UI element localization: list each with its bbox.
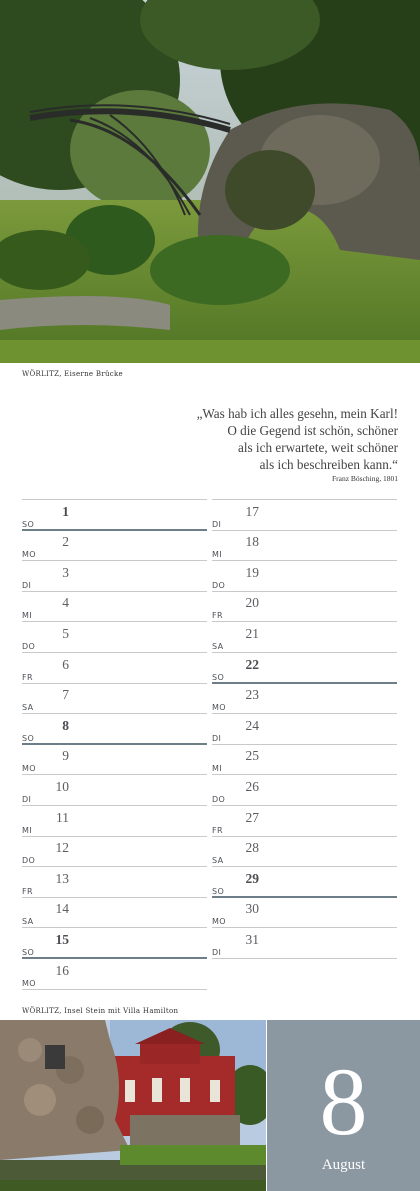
day-abbreviation: FR	[212, 611, 223, 621]
day-number: 22	[245, 656, 259, 672]
day-number: 5	[62, 625, 69, 641]
quote	[98, 405, 398, 473]
day-number: 1	[62, 503, 69, 519]
day-abbreviation: DO	[22, 641, 36, 651]
day-row	[22, 622, 207, 653]
quote-line: als ich beschreiben kann.“	[259, 457, 398, 472]
day-abbreviation: MI	[22, 611, 33, 621]
photo-villa-hamilton	[0, 1020, 266, 1191]
day-row	[212, 745, 397, 776]
day-row	[212, 898, 397, 929]
day-abbreviation: SO	[22, 519, 35, 529]
day-row	[22, 714, 207, 745]
day-abbreviation: MO	[22, 550, 36, 560]
day-rule	[22, 989, 207, 990]
villa-hamilton-illustration	[0, 1020, 266, 1191]
day-number: 20	[245, 595, 259, 611]
day-row	[22, 561, 207, 592]
day-abbreviation: DI	[212, 519, 222, 529]
day-number: 9	[62, 748, 69, 764]
day-number: 2	[62, 534, 69, 550]
day-row	[22, 806, 207, 837]
month-box	[267, 1020, 420, 1191]
day-number: 14	[55, 901, 69, 917]
day-number: 12	[55, 840, 69, 856]
day-number: 31	[245, 931, 259, 947]
day-number: 27	[245, 809, 259, 825]
day-abbreviation: SA	[212, 856, 224, 866]
day-number: 23	[245, 687, 259, 703]
day-abbreviation: SA	[22, 917, 34, 927]
day-abbreviation: DI	[22, 794, 32, 804]
day-row	[212, 592, 397, 623]
day-abbreviation: MI	[22, 825, 33, 835]
day-abbreviation: SO	[212, 672, 225, 682]
day-number: 19	[245, 564, 259, 580]
quote-line: O die Gegend ist schön, schöner	[227, 423, 398, 438]
photo-caption-top: WÖRLITZ, Eiserne Brücke	[22, 370, 123, 378]
day-abbreviation: DI	[212, 947, 222, 957]
day-row	[212, 837, 397, 868]
day-number: 21	[245, 625, 259, 641]
day-abbreviation: SO	[22, 947, 35, 957]
day-number: 4	[62, 595, 69, 611]
day-abbreviation: SA	[22, 703, 34, 713]
day-row	[22, 928, 207, 959]
day-abbreviation: DO	[212, 794, 226, 804]
day-abbreviation: SO	[22, 733, 35, 743]
day-number: 8	[62, 717, 69, 733]
month-name: August	[321, 1157, 366, 1173]
day-row	[22, 684, 207, 715]
day-abbreviation: FR	[212, 825, 223, 835]
day-row	[22, 592, 207, 623]
day-number: 18	[245, 534, 259, 550]
day-number: 10	[55, 778, 69, 794]
day-abbreviation: FR	[22, 886, 33, 896]
day-number: 6	[62, 656, 69, 672]
day-row	[212, 714, 397, 745]
day-row	[212, 561, 397, 592]
day-number: 11	[56, 809, 69, 825]
day-number: 29	[245, 870, 259, 886]
day-abbreviation: DI	[22, 580, 32, 590]
month-number: 8	[319, 1048, 368, 1155]
day-row	[22, 653, 207, 684]
day-row	[22, 898, 207, 929]
day-abbreviation: MO	[212, 703, 226, 713]
day-number: 30	[245, 901, 259, 917]
day-row	[212, 806, 397, 837]
day-abbreviation: DO	[212, 580, 226, 590]
day-row	[22, 775, 207, 806]
day-number: 13	[55, 870, 69, 886]
day-number: 17	[245, 503, 259, 519]
day-abbreviation: FR	[22, 672, 33, 682]
quote-line: „Was hab ich alles gesehn, mein Karl!	[196, 406, 398, 421]
day-row	[22, 745, 207, 776]
day-row	[212, 500, 397, 531]
photo-iron-bridge	[0, 0, 420, 363]
day-abbreviation: MI	[212, 764, 223, 774]
day-row	[212, 928, 397, 959]
day-number: 24	[245, 717, 259, 733]
day-row	[22, 867, 207, 898]
day-abbreviation: MO	[22, 978, 36, 988]
day-number: 7	[62, 687, 69, 703]
day-row	[22, 500, 207, 531]
day-number: 16	[55, 962, 69, 978]
day-row	[212, 531, 397, 562]
day-row	[22, 959, 207, 990]
day-row	[212, 867, 397, 898]
day-row	[22, 837, 207, 868]
day-row	[212, 653, 397, 684]
day-row	[212, 622, 397, 653]
day-row	[212, 775, 397, 806]
day-rule	[212, 958, 397, 959]
day-row	[22, 531, 207, 562]
day-abbreviation: MI	[212, 550, 223, 560]
day-abbreviation: DO	[22, 856, 36, 866]
day-abbreviation: DI	[212, 733, 222, 743]
quote-line: als ich erwartete, weit schöner	[237, 440, 398, 455]
day-number: 28	[245, 840, 259, 856]
day-row	[212, 684, 397, 715]
day-abbreviation: MO	[22, 764, 36, 774]
day-number: 15	[55, 931, 69, 947]
day-number: 3	[62, 564, 69, 580]
day-abbreviation: MO	[212, 917, 226, 927]
iron-bridge-illustration	[0, 0, 420, 363]
photo-caption-bottom: WÖRLITZ, Insel Stein mit Villa Hamilton	[22, 1007, 179, 1015]
quote-author: Franz Bösching, 1801	[331, 474, 398, 483]
day-number: 26	[245, 778, 259, 794]
day-abbreviation: SA	[212, 641, 224, 651]
day-abbreviation: SO	[212, 886, 225, 896]
day-number: 25	[245, 748, 259, 764]
